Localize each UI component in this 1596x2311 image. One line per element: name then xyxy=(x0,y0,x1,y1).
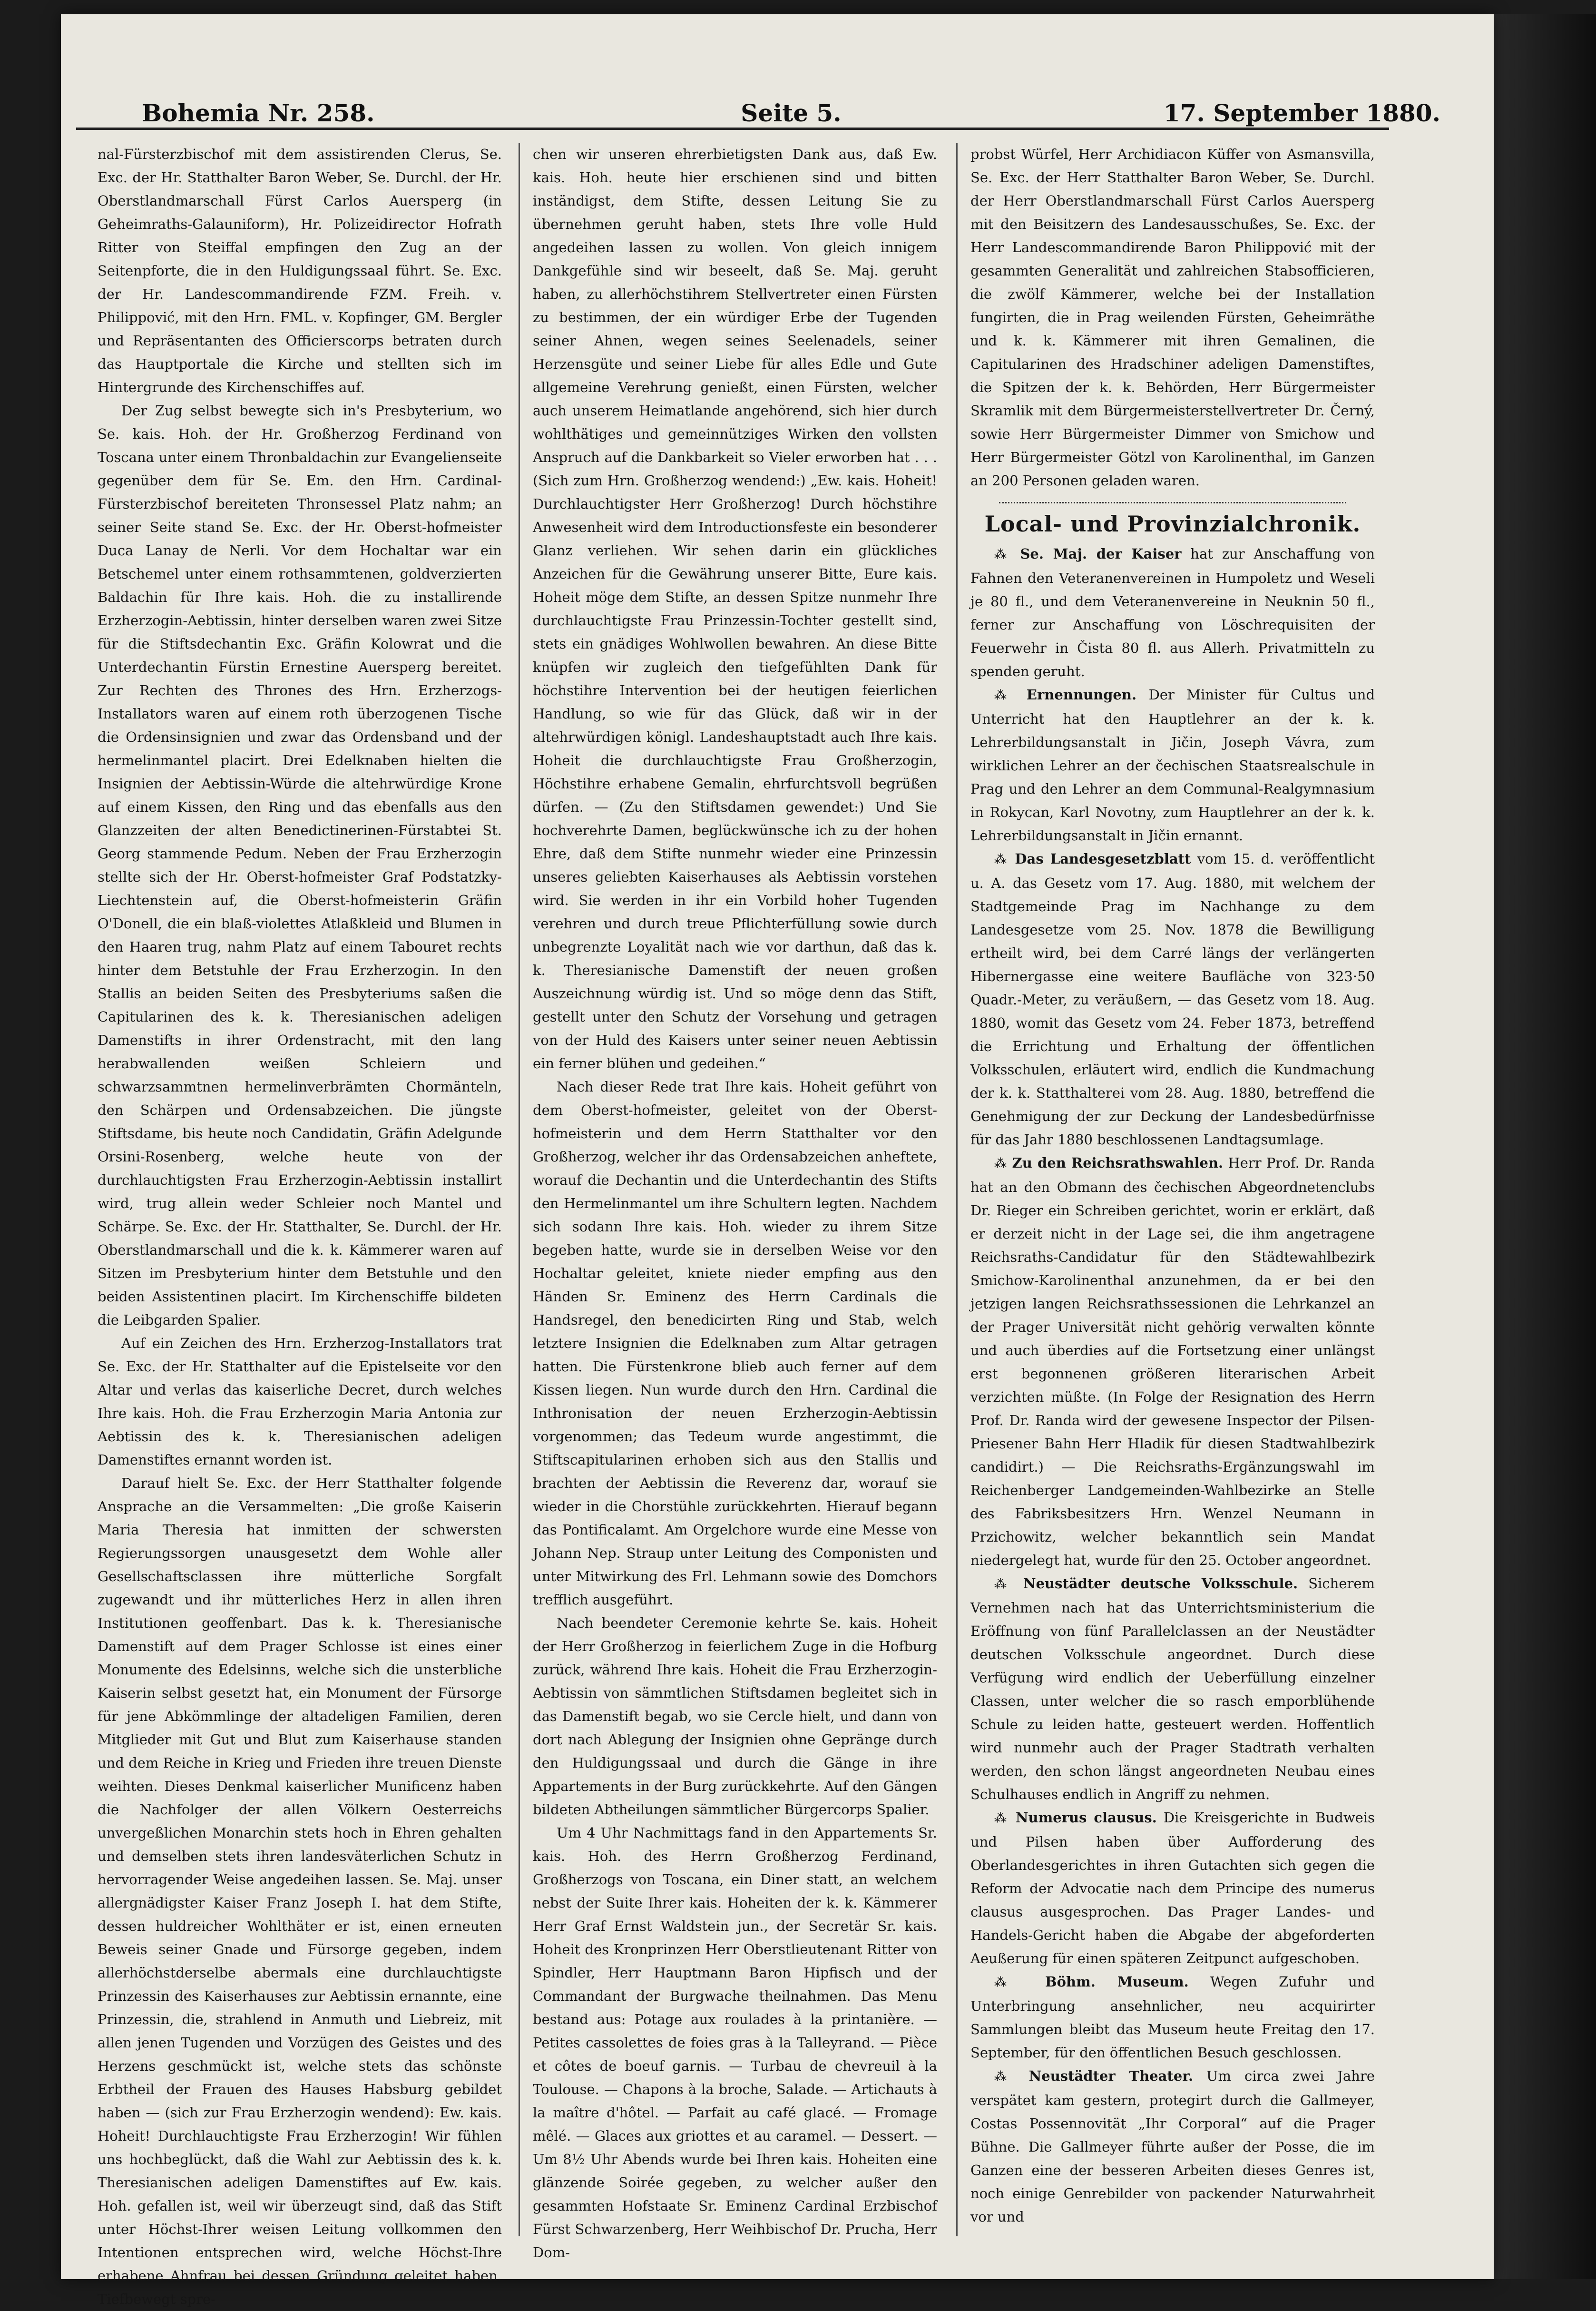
news-item-text: vom 15. d. veröffentlicht u. A. das Gesetz vom 17. Aug. 1880, mit welchem der Stadtgemeinde Prag im Nachhange zu dem Landesgesetze vom 25. Nov. 1878 die Bewilligung ertheilt wird, bei dem Carré längs der verlängerten Hibernergasse eine weitere Baufläche von 323·50 Quadr.-Meter, zu veräußern, — das Gesetz vom 18. Aug. 1880, womit das Gesetz vom 24. Feber 1873, betreffend die Errichtung und Erhaltung der öffentlichen Volksschulen, erläutert wird, endlich die Kundmachung der k. k. Statthalterei vom 28. Aug. 1880, betreffend die Genehmigung der zur Deckung der Landesbedürfnisse für das Jahr 1880 beschlossenen Landtagsumlage. xyxy=(970,851,1375,1148)
news-item xyxy=(970,683,1375,847)
news-item-text: Wegen Zufuhr und Unterbringung ansehnlicher, neu acquirirter Sammlungen bleibt das Museum heute Freitag den 17. September, für den öffentlichen Besuch geschlossen. xyxy=(970,1974,1375,2061)
header-date: 17. September 1880. xyxy=(1163,99,1440,127)
news-item-lead: Neustädter Theater. xyxy=(1028,2068,1194,2084)
news-item-text: hat zur Anschaffung von Fahnen den Veteranenvereinen in Humpoletz und Weseli je 80 fl., und dem Veteranenvereine in Neuknin 50 fl., ferner zur Anschaffung von Löschrequisiten der Feuerwehr in Čista 80 fl. aus Allerh. Privatmitteln zu spenden geruht. xyxy=(970,546,1375,679)
news-item xyxy=(970,1806,1375,1970)
news-item-lead: Das Landesgesetzblatt xyxy=(1015,851,1191,867)
column-divider xyxy=(519,143,520,2236)
news-item-text: Herr Prof. Dr. Randa hat an den Obmann des čechischen Abgeordnetenclubs Dr. Rieger ein Schreiben gerichtet, worin er erklärt, daß er derzeit nicht in der Lage sei, die ihm angetragene Reichsraths-Candidatur für den Städtewahlbezirk Smichow-Karolinenthal anzunehmen, da er bei den jetzigen langen Reichsrathssessionen die Lehrkanzel an der Prager Universität nicht gehörig verwalten könnte und auch überdies auf die Fortsetzung einer unlängst erst begonnenen größeren literarischen Arbeit verzichten müßte. (In Folge der Resignation des Herrn Prof. Dr. Randa wird der gewesene Inspector der Pilsen-Priesener Bahn Herr Hladik für diesen Stadtwahlbezirk candidirt.) — Die Reichsraths-Ergänzungswahl im Reichenberger Landgemeinden-Wahlbezirke an Stelle des Fabriksbesitzers Hrn. Wenzel Neumann in Przichowitz, welcher bekanntlich sein Mandat niedergelegt hat, wurde für den 25. October angeordnet. xyxy=(970,1155,1375,1568)
asterism-icon: ⁂ xyxy=(994,2070,1016,2084)
section-title: Local- und Provinzialchronik. xyxy=(984,511,1361,537)
scan-edge xyxy=(1494,14,1596,2279)
asterism-icon: ⁂ xyxy=(994,1157,1008,1171)
news-item xyxy=(970,1151,1375,1572)
paragraph: Nach dieser Rede trat Ihre kais. Hoheit geführt von dem Oberst-hofmeister, geleitet von der Oberst-hofmeisterin und dem Herrn Statthalter vor den Großherzog, welcher ihr das Ordensabzeichen anheftete, worauf die Dechantin und die Unterdechantin des Stifts den Hermelinmantel um ihre Schultern legten. Nachdem sich sodann Ihre kais. Hoh. wieder zu ihrem Sitze begeben hatte, wurde sie in derselben Weise vor den Hochaltar geleitet, kniete nieder empfing aus den Händen Sr. Eminenz des Herrn Cardinals die Handsregel, den benedicirten Ring und Stab, welch letztere Insignien die Edelknaben zum Altar getragen hatten. Die Fürstenkrone blieb auch ferner auf dem Kissen liegen. Nun wurde durch den Hrn. Cardinal die Inthronisation der neuen Erzherzogin-Aebtissin vorgenommen; das Tedeum wurde angestimmt, die Stiftscapitularinen erhoben sich aus den Stallis und brachten der Aebtissin die Reverenz dar, worauf sie wieder in die Chorstühle zurückkehrten. Hierauf begann das Pontificalamt. Am Orgelchore wurde eine Messe von Johann Nep. Straup unter Leitung des Componisten und unter Mitwirkung des Frl. Lehmann sowie des Domchors trefflich ausgeführt. xyxy=(533,1079,937,1608)
news-item-lead: Neustädter deutsche Volksschule. xyxy=(1023,1575,1298,1592)
asterism-icon: ⁂ xyxy=(994,688,1015,703)
paragraph: Darauf hielt Se. Exc. der Herr Statthalter folgende Ansprache an die Versammelten: „Die große Kaiserin Maria Theresia hat inmitten der schwersten Regierungssorgen unausgesetzt dem Wohle aller Gesellschaftsclassen ihre mütterliche Sorgfalt zugewandt und ihr mütterliches Herz in allen ihren Institutionen geoffenbart. Das k. k. Theresianische Damenstift auf dem Prager Schlosse ist eines einer Monumente des Edelsinns, welche sich die unsterbliche Kaiserin selbst gesetzt hat, ein Monument der Fürsorge für jene Abkömmlinge der altadeligen Familien, deren Mitglieder mit Gut und Blut zum Kaiserhause standen und dem Reiche in Krieg und Frieden ihre treuen Dienste weihten. Dieses Denkmal kaiserlicher Munificenz haben die Nachfolger der allen Völkern Oesterreichs unvergeßlichen Monarchin stets hoch in Ehren gehalten und demselben stets ihren landesväterlichen Schutz in hervorragender Weise angedeihen lassen. Se. Maj. unser allergnädigster Kaiser Franz Joseph I. hat dem Stifte, dessen huldreicher Wohlthäter er ist, einen erneuten Beweis seiner Gnade und Fürsorge gegeben, indem allerhöchstderselbe abermals eine durchlauchtigste Prinzessin des Kaiserhauses zur Aebtissin ernannte, eine Prinzessin, die, strahlend in Anmuth und Liebreiz, mit allen jenen Tugenden und Vorzügen des Geistes und des Herzens geschmückt ist, welche stets das schönste Erbtheil der Frauen des Hauses Habsburg gebildet haben — (sich zur Frau Erzherzogin wendend): Ew. kais. Hoheit! Durchlauchtigste Frau Erzherzogin! Wir fühlen uns hochbeglückt, daß die Wahl zur Aebtissin des k. k. Theresianischen adeligen Damenstiftes auf Ew. kais. Hoh. gefallen ist, weil wir überzeugt sind, daß das Stift unter Höchst-Ihrer weisen Leitung vollkommen den Intentionen entsprechen wird, welche Höchst-Ihre erhabene Ahnfrau bei dessen Gründung geleitet haben. Tiefbewegt spre- xyxy=(98,1475,502,2307)
news-item xyxy=(970,1970,1375,2065)
paragraph: Um 4 Uhr Nachmittags fand in den Appartements Sr. kais. Hoh. des Herrn Großherzog Ferdinand, Großherzogs von Toscana, ein Diner statt, an welchem nebst der Suite Ihrer kais. Hoheiten der k. k. Kämmerer Herr Graf Ernst Waldstein jun., der Secretär Sr. kais. Hoheit des Kronprinzen Herr Oberstlieutenant Ritter von Spindler, Herr Hauptmann Baron Hipfisch und der Commandant der Burgwache theilnahmen. Das Menu bestand aus: Potage aux roulades à la printanière. — Petites cassolettes de foies gras à la Talleyrand. — Pièce et côtes de boeuf garnis. — Turbau de chevreuil à la Toulouse. — Chapons à la broche, Salade. — Artichauts à la maître d'hôtel. — Parfait au café glacé. — Fromage mêlé. — Glaces aux griottes et au caramel. — Dessert. — Um 8½ Uhr Abends wurde bei Ihren kais. Hoheiten eine glänzende Soirée gegeben, zu welcher außer den gesammten Hofstaate Sr. Eminenz Cardinal Erzbischof Fürst Schwarzenberg, Herr Weihbischof Dr. Prucha, Herr Dom- xyxy=(533,1825,937,2261)
paragraph: Auf ein Zeichen des Hrn. Erzherzog-Installators trat Se. Exc. der Hr. Statthalter auf die Epistelseite vor den Altar und verlas das kaiserliche Decret, durch welches Ihre kais. Hoh. die Frau Erzherzogin Maria Antonia zur Aebtissin des k. k. Theresianischen adeligen Damenstiftes ernannt worden ist. xyxy=(98,1335,502,1468)
news-item xyxy=(970,2065,1375,2229)
asterism-icon: ⁂ xyxy=(994,548,1011,562)
news-item-lead: Numerus clausus. xyxy=(1016,1809,1157,1826)
column-divider xyxy=(956,143,958,2236)
news-item-lead: Se. Maj. der Kaiser xyxy=(1020,546,1182,562)
news-item-text: Die Kreisgerichte in Budweis und Pilsen haben über Aufforderung des Oberlandesgerichtes in ihren Gutachten sich gegen die Reform der Advocatie nach dem Principe des numerus clausus ausgesprochen. Das Prager Landes- und Handels-Gericht haben die Abgabe der abgeforderten Aeußerung für einen späteren Zeitpunct aufgeschoben. xyxy=(970,1809,1375,1967)
news-item xyxy=(970,847,1375,1151)
column-2 xyxy=(533,143,937,2261)
news-item-lead: Böhm. Museum. xyxy=(1045,1974,1189,1990)
paragraph: Nach beendeter Ceremonie kehrte Se. kais. Hoheit der Herr Großherzog in feierlichem Zuge in die Hofburg zurück, während Ihre kais. Hoheit die Frau Erzherzogin-Aebtissin von sämmtlichen Stiftsdamen begleitet sich in das Damenstift begab, wo sie Cercle hielt, und dann von dort nach Ablegung der Insignien ohne Gepränge durch den Huldigungssaal und durch die Gänge in ihre Appartements in der Burg zurückkehrte. Auf den Gängen bildeten Abtheilungen sämmtlicher Bürgercorps Spalier. xyxy=(533,1615,937,1818)
news-item-lead: Zu den Reichsrathswahlen. xyxy=(1012,1155,1224,1171)
paragraph: Der Zug selbst bewegte sich in's Presbyterium, wo Se. kais. Hoh. der Hr. Großherzog Ferdinand von Toscana unter einem Thronbaldachin zur Evangelienseite gegenüber dem für Se. Em. den Hrn. Cardinal-Fürsterzbischof bereiteten Thronsessel Platz nahm; an seiner Seite stand Se. Exc. der Hr. Oberst-hofmeister Duca Lanay de Nerli. Vor dem Hochaltar war ein Betschemel unter einem rothsammtenen, goldverzierten Baldachin für Ihre kais. Hoh. die zu installirende Erzherzogin-Aebtissin, hinter derselben waren zwei Sitze für die Stiftsdechantin Exc. Gräfin Kolowrat und die Unterdechantin Fürstin Ernestine Auersperg bereitet. Zur Rechten des Thrones des Hrn. Erzherzogs-Installators waren auf einem roth überzogenen Tische die Ordensinsignien und zwar das Ordensband und der hermelinmantel placirt. Drei Edelknaben hielten die Insignien der Aebtissin-Würde die altehrwürdige Krone auf einem Kissen, den Ring und das ebenfalls aus den Glanzzeiten der alten Benedictinerinen-Fürstabtei St. Georg stammende Pedum. Neben der Frau Erzherzogin stellte sich der Hr. Oberst-hofmeister Graf Podstatzky-Liechtenstein auf, die Oberst-hofmeisterin Gräfin O'Donell, die ein blaß-violettes Atlaßkleid und Blumen in den Haaren trug, nahm Platz auf einem Tabouret rechts hinter dem Betstuhle der Frau Erzherzogin. In den Stallis an beiden Seiten des Presbyteriums saßen die Capitularinen des k. k. Theresianischen adeligen Damenstifts in ihrer Ordenstracht, mit den lang herabwallenden weißen Schleiern und schwarzsammtnen hermelinverbrämten Chormänteln, den Schärpen und Ordensabzeichen. Die jüngste Stiftsdame, bis heute noch Candidatin, Gräfin Adelgunde Orsini-Rosenberg, welche heute von der durchlauchtigsten Frau Erzherzogin-Aebtissin installirt wird, trug allein weder Schleier noch Mantel und Schärpe. Se. Exc. der Hr. Statthalter, Se. Durchl. der Hr. Oberstlandmarschall und die k. k. Kämmerer waren auf Sitzen im Presbyterium hinter dem Betstuhle und den beiden Assistentinen placirt. Im Kirchenschiffe bildeten die Leibgarden Spalier. xyxy=(98,403,502,1328)
news-item xyxy=(970,1572,1375,1806)
paragraph: chen wir unseren ehrerbietigsten Dank aus, daß Ew. kais. Hoh. heute hier erschienen sind und bitten inständigst, dem Stifte, dessen Leitung Sie zu übernehmen geruht haben, stets Ihre volle Huld angedeihen lassen zu wollen. Von gleich innigem Dankgefühle sind wir beseelt, daß Se. Maj. geruht haben, zu allerhöchstihrem Stellvertreter einen Fürsten zu bestimmen, der ein würdiger Erbe der Tugenden seiner Ahnen, wegen seines Seelenadels, seiner Herzensgüte und seiner Liebe für alles Edle und Gute allgemeine Verehrung genießt, einen Fürsten, welcher auch unserem Heimatlande angehörend, sich hier durch wohlthätiges und gemeinnütziges Wirken den vollsten Anspruch auf die Dankbarkeit so Vieler erworben hat . . . (Sich zum Hrn. Großherzog wendend:) „Ew. kais. Hoheit! Durchlauchtigster Herr Großherzog! Durch höchstihre Anwesenheit wird dem Introductionsfeste ein besonderer Glanz verliehen. Wir sehen darin ein glückliches Anzeichen für die Gewährung unserer Bitte, Eure kais. Hoheit möge dem Stifte, an dessen Spitze nunmehr Ihre durchlauchtigste Frau Prinzessin-Tochter gestellt sind, stets ein gnädiges Wohlwollen bewahren. An diese Bitte knüpfen wir zugleich den tiefgefühlten Dank für höchstihre Intervention bei der heutigen feierlichen Handlung, so wie für das Glück, daß wir in der altehrwürdigen königl. Landeshauptstadt auch Ihre kais. Hoheit die durchlauchtigste Frau Großherzogin, Höchstihre erhabene Gemalin, ehrfurchtsvoll begrüßen dürfen. — (Zu den Stiftsdamen gewendet:) Und Sie hochverehrte Damen, beglückwünsche ich zu der hohen Ehre, daß dem Stifte nunmehr wieder eine Prinzessin unseres geliebten Kaiserhauses als Aebtissin vorstehen wird. Sie werden in ihr ein Vorbild hoher Tugenden verehren und durch treue Pflichterfüllung sowie durch unbegrenzte Loyalität nach wie vor darthun, daß das k. k. Theresianische Damenstift der neuen großen Auszeichnung würdig ist. Und so möge denn das Stift, gestellt unter den Schutz der Vorsehung und getragen von der Huld des Kaisers unter seiner neuen Aebtissin ein ferner blühen und gedeihen.“ xyxy=(533,146,937,1072)
news-item-text: Um circa zwei Jahre verspätet kam gestern, protegirt durch die Gallmeyer, Costas Possennovität „Ihr Corporal“ auf die Prager Bühne. Die Gallmeyer führte außer der Posse, die im Ganzen eine der besseren Arbeiten dieses Genres ist, noch einige Genrebilder von packender Naturwahrheit vor und xyxy=(970,2068,1375,2225)
news-item-text: Der Minister für Cultus und Unterricht hat den Hauptlehrer an der k. k. Lehrerbildungsanstalt in Jičin, Joseph Vávra, zum wirklichen Lehrer an der čechischen Staatsrealschule in Prag und den Lehrer an dem Communal-Realgymnasium in Rokycan, Karl Novotny, zum Hauptlehrer an der k. k. Lehrerbildungsanstalt in Jičin ernannt. xyxy=(970,687,1375,844)
news-item-lead: Ernennungen. xyxy=(1026,687,1137,703)
column-3 xyxy=(970,143,1375,2246)
news-item-text: Sicherem Vernehmen nach hat das Unterrichtsministerium die Eröffnung von fünf Parallelclassen an der Neustädter deutschen Volksschule angeordnet. Durch diese Verfügung wird endlich der Ueberfüllung einzelner Classen, unter welcher die so rasch emporblühende Schule zu leiden hatte, gesteuert werden. Hoffentlich wird nunmehr auch der Prager Stadtrath verhalten werden, den schon längst angeordneten Neubau eines Schulhauses endlich in Angriff zu nehmen. xyxy=(970,1575,1375,1802)
asterism-icon: ⁂ xyxy=(994,853,1009,867)
column-1 xyxy=(98,143,502,2307)
news-item xyxy=(970,542,1375,683)
page-header xyxy=(142,99,1440,137)
asterism-icon: ⁂ xyxy=(994,1577,1013,1592)
paragraph: probst Würfel, Herr Archidiacon Küffer von Asmansvilla, Se. Exc. der Herr Statthalter Baron Weber, Se. Durchl. der Herr Oberstlandmarschall Fürst Carlos Auersperg mit den Beisitzern des Landesausschußes, Se. Exc. der Herr Landescommandirende Baron Philippović mit der gesammten Generalität und zahlreichen Stabsofficieren, die zwölf Kämmerer, welche bei der Installation fungirten, die in Prag weilenden Fürsten, Geheimräthe und k. k. Kämmerer mit ihren Gemalinen, die Capitularinen des Hradschiner adeligen Damenstiftes, die Spitzen der k. k. Behörden, Herr Bürgermeister Skramlik mit dem Bürgermeisterstellvertreter Dr. Černý, sowie Herr Bürgermeister Dimmer von Smichow und Herr Bürgermeister Götzl von Karolinenthal, im Ganzen an 200 Personen geladen waren. xyxy=(970,146,1375,489)
asterism-icon: ⁂ xyxy=(994,1976,1024,1990)
ornamental-divider xyxy=(999,495,1346,503)
header-page-number: Seite 5. xyxy=(741,99,842,127)
header-masthead: Bohemia Nr. 258. xyxy=(142,99,375,127)
paragraph: nal-Fürsterzbischof mit dem assistirenden Clerus, Se. Exc. der Hr. Statthalter Baron Weber, Se. Durchl. der Hr. Oberstlandmarschall Fürst Carlos Auersperg (in Geheimraths-Galauniform), Hr. Polizeidirector Hofrath Ritter von Steiffal empfingen den Zug an der Seitenpforte, die in den Huldigungssaal führt. Se. Exc. der Hr. Landescommandirende FZM. Freih. v. Philippović, mit den Hrn. FML. v. Kopfinger, GM. Bergler und Repräsentanten des Officierscorps betraten durch das Hauptportale die Kirche und stellten sich im Hintergrunde des Kirchenschiffes auf. xyxy=(98,146,502,395)
header-rule xyxy=(76,128,1389,130)
asterism-icon: ⁂ xyxy=(994,1811,1009,1826)
